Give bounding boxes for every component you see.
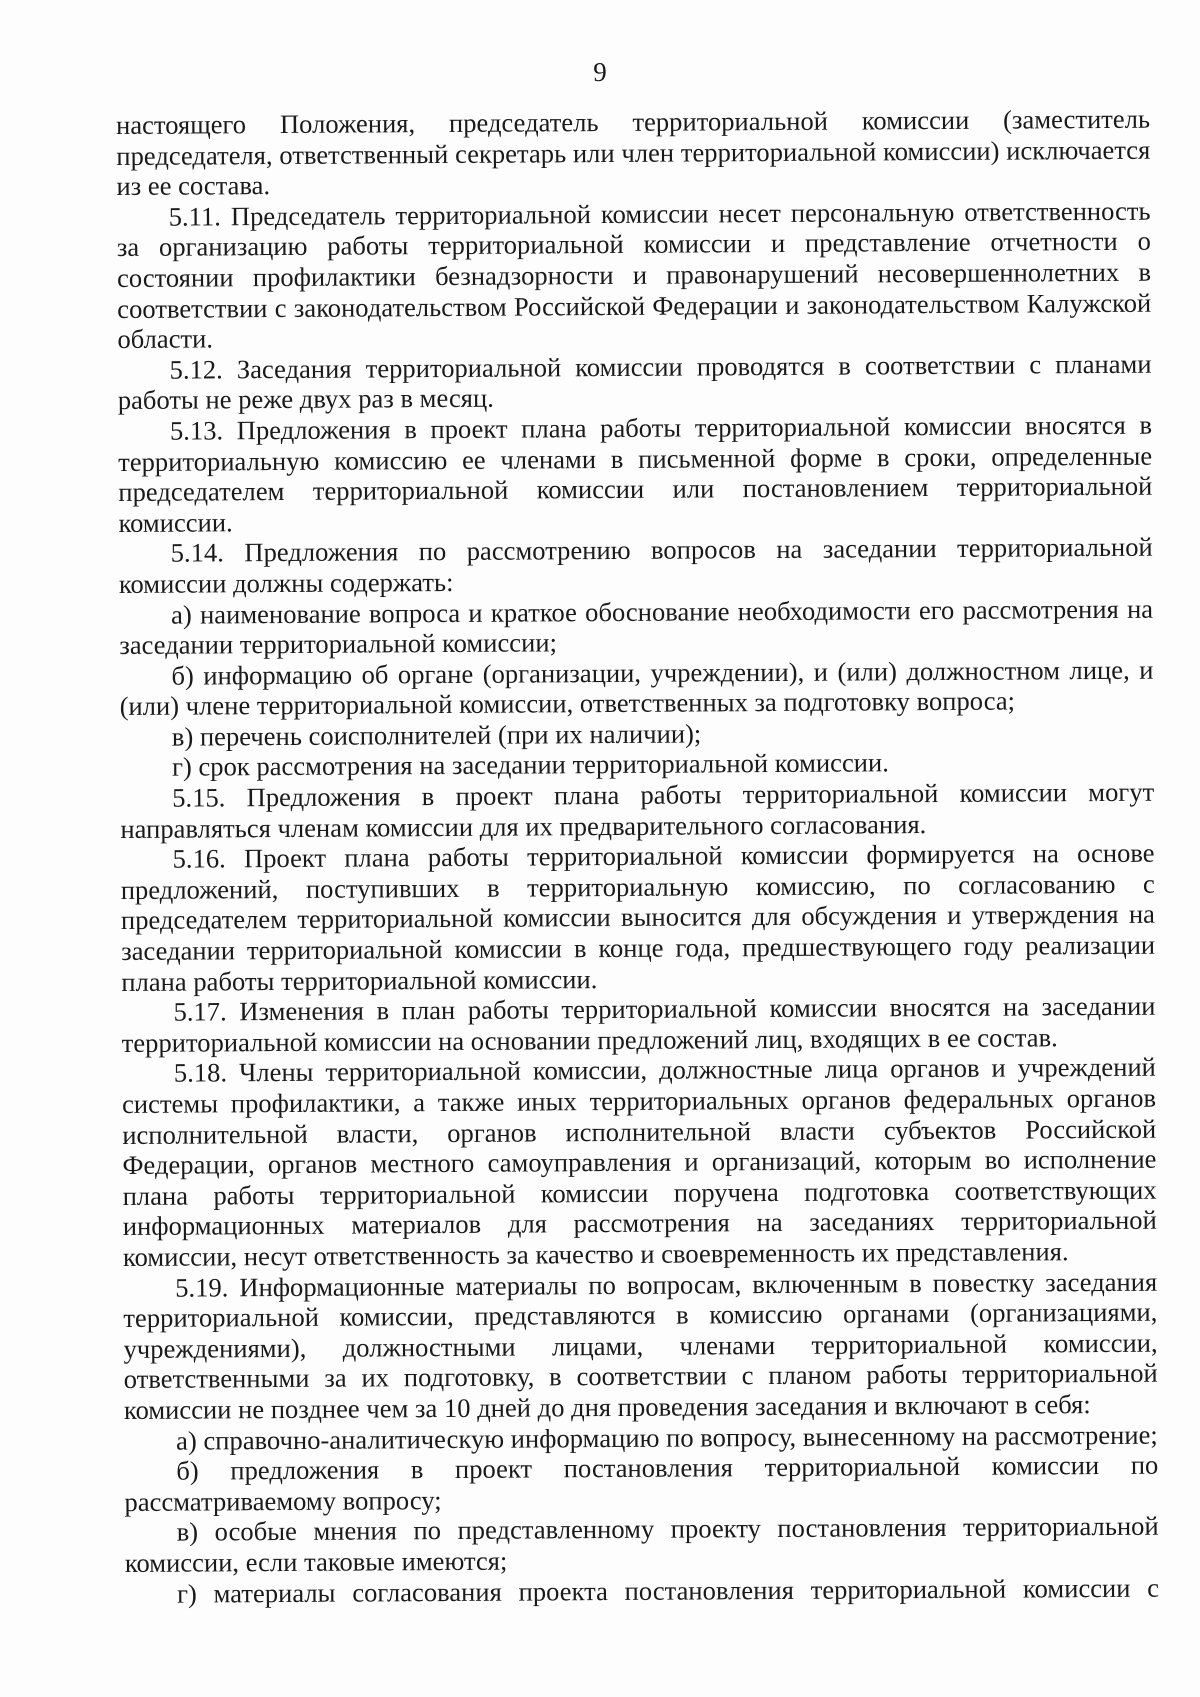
paragraph-14: 5.19. Информационные материалы по вопросам, включенным в повестку заседания территориальной комиссии, представляются в комиссию органами (организациями, учреждениями), должностными лицами, членами территориальной комиссии, ответственными за их подготовку, в соответствии с планом работы территориальной комиссии не позднее чем за 10 дней до дня проведения заседания и включают в себя: [123,1266,1158,1425]
paragraph-16: б) предложения в проект постановления территориальной комиссии по рассматриваемому вопросу; [124,1449,1159,1517]
paragraph-11: 5.16. Проект плана работы территориальной комиссии формируется на основе предложений, поступивших в территориальную комиссию, по согласованию с председателем территориальной комиссии выносится для обсуждения и утверждения на заседании территориальной комиссии в конце года, предшествующего году реализации плана работы территориальной комиссии. [120,837,1156,997]
paragraph-9: г) срок рассмотрения на заседании территориальной комиссии. [171,747,889,783]
paragraph-3: 5.12. Заседания территориальной комиссии проводятся в соответствии с планами работы не реже двух раз в месяц. [117,348,1152,416]
paragraph-12: 5.17. Изменения в план работы территориальной комиссии вносятся на заседании территориальной комиссии на основании предложений лиц, входящих в ее состав. [121,990,1156,1058]
paragraph-8: в) перечень соисполнителей (при их наличии); [171,718,702,752]
paragraph-13: 5.18. Члены территориальной комиссии, должностные лица органов и учреждений системы профилактики, а также иных территориальных органов федеральных органов исполнительной власти, органов исполнительной власти субъектов Российской Федерации, органов местного самоуправления и организаций, которым во исполнение плана работы территориальной комиссии поручена подготовка соответствующих информационных материалов для рассмотрения на заседаниях территориальной комиссии, несут ответственность за качество и своевременность их представления. [121,1052,1157,1272]
paragraph-10: 5.15. Предложения в проект плана работы территориальной комиссии могут направляться членам комиссии для их предварительного согласования. [120,776,1155,844]
paragraph-18: г) материалы согласования проекта постановления территориальной комиссии с [176,1572,1160,1609]
paragraph-7: б) информацию об органе (организации, учреждении), и (или) должностном лице, и (или) члене территориальной комиссии, ответственных за подготовку вопроса; [119,654,1154,722]
paragraph-17: в) особые мнения по представленному проекту постановления территориальной комиссии, если таковые имеются; [124,1510,1159,1578]
paragraph-1: настоящего Положения, председатель территориальной комиссии (заместитель председателя, ответственный секретарь или член территориальной комиссии) исключается из ее состава. [116,103,1151,202]
page-number: 9 [593,57,607,87]
document-body [116,104,1159,1609]
paragraph-2: 5.11. Председатель территориальной комиссии несет персональную ответственность за организацию работы территориальной комиссии и представление отчетности о состоянии профилактики безнадзорности и правонарушений несовершеннолетних в соответствии с законодательством Российской Федерации и законодательством Калужской области. [116,195,1152,355]
paragraph-5: 5.14. Предложения по рассмотрению вопросов на заседании территориальной комиссии должны содержать: [118,531,1153,599]
paragraph-15: а) справочно-аналитическую информацию по вопросу, вынесенному на рассмотрение; [176,1419,1158,1456]
paragraph-4: 5.13. Предложения в проект плана работы территориальной комиссии вносятся в территориальную комиссию ее членами в письменной форме в сроки, определенные председателем территориальной комиссии или постановлением территориальной комиссии. [118,409,1153,538]
paragraph-6: а) наименование вопроса и краткое обоснование необходимости его рассмотрения на заседании территориальной комиссии; [119,593,1154,661]
